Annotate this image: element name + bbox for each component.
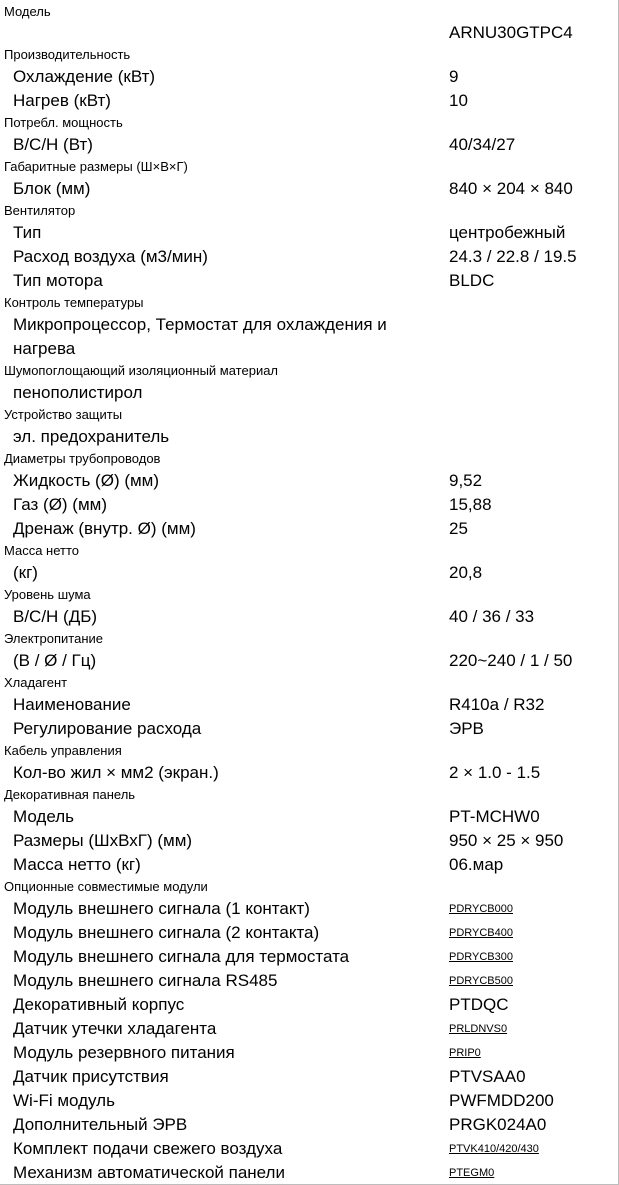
section-heading-control-cable: Кабель управления	[4, 743, 122, 758]
option-item-link[interactable]: PDRYCB500	[449, 975, 513, 987]
option-item-label: Дополнительный ЭРВ	[13, 1115, 188, 1134]
section-heading-fan: Вентилятор	[4, 203, 76, 218]
panel-weight-label: Масса нетто (кг)	[13, 855, 141, 874]
option-item-value: PTVSAA0	[449, 1067, 526, 1086]
flow-control-label: Регулирование расхода	[13, 719, 202, 738]
airflow-label: Расход воздуха (м3/мин)	[13, 247, 208, 266]
section-heading-temp-control: Контроль температуры	[4, 295, 144, 310]
section-heading-power-consumption: Потребл. мощность	[4, 115, 123, 130]
option-item-link[interactable]: PDRYCB300	[449, 951, 513, 963]
option-item-label: Модуль внешнего сигнала RS485	[13, 971, 278, 990]
fan-type-label: Тип	[13, 223, 42, 242]
net-weight-value: 20,8	[449, 563, 483, 582]
option-item-link[interactable]: PDRYCB000	[449, 903, 513, 915]
gas-label: Газ (Ø) (мм)	[13, 495, 107, 514]
option-item-label: Декоративный корпус	[13, 995, 185, 1014]
gas-value: 15,88	[449, 495, 492, 514]
section-heading-noise: Уровень шума	[4, 587, 91, 602]
power-consumption-label: В/С/Н (Вт)	[13, 135, 93, 154]
power-supply-label: (В / Ø / Гц)	[13, 651, 97, 670]
section-heading-model: Модель	[4, 4, 51, 19]
noise-label: В/С/Н (ДБ)	[13, 607, 98, 626]
option-item-link[interactable]: PDRYCB400	[449, 927, 513, 939]
option-item-value: PTDQC	[449, 995, 509, 1014]
liquid-label: Жидкость (Ø) (мм)	[13, 471, 160, 490]
motor-label: Тип мотора	[13, 271, 103, 290]
motor-value: BLDC	[449, 271, 495, 290]
option-item-label: Модуль резервного питания	[13, 1043, 235, 1062]
fan-type-value: центробежный	[449, 223, 566, 242]
option-item-label: Модуль внешнего сигнала (2 контакта)	[13, 923, 320, 942]
temp-control-line2: нагрева	[13, 339, 76, 358]
section-heading-net-weight: Масса нетто	[4, 543, 80, 558]
option-item-link[interactable]: PRIP0	[449, 1047, 481, 1059]
power-consumption-value: 40/34/27	[449, 135, 516, 154]
heating-label: Нагрев (кВт)	[13, 91, 111, 110]
drain-label: Дренаж (внутр. Ø) (мм)	[13, 519, 196, 538]
temp-control-line1: Микропроцессор, Термостат для охлаждения и	[13, 315, 387, 334]
control-cable-value: 2 × 1.0 - 1.5	[449, 763, 541, 782]
control-cable-label: Кол-во жил × мм2 (экран.)	[13, 763, 219, 782]
option-item-link[interactable]: PRLDNVS0	[449, 1023, 508, 1035]
section-heading-protection: Устройство защиты	[4, 407, 123, 422]
section-heading-piping: Диаметры трубопроводов	[4, 451, 161, 466]
option-item-link[interactable]: PTEGM0	[449, 1167, 495, 1179]
section-heading-dimensions: Габаритные размеры (Ш×В×Г)	[4, 159, 188, 174]
cooling-value: 9	[449, 67, 459, 86]
dimensions-label: Блок (мм)	[13, 179, 91, 198]
liquid-value: 9,52	[449, 471, 483, 490]
section-heading-refrigerant: Хладагент	[4, 675, 68, 690]
heating-value: 10	[449, 91, 468, 110]
power-supply-value: 220~240 / 1 / 50	[449, 651, 573, 670]
flow-control-value: ЭРВ	[449, 719, 484, 738]
panel-weight-value: 06.мар	[449, 855, 504, 874]
noise-value: 40 / 36 / 33	[449, 607, 535, 626]
panel-model-value: PT-MCHW0	[449, 807, 540, 826]
option-item-label: Комплект подачи свежего воздуха	[13, 1139, 283, 1158]
model-value: ARNU30GTPC4	[449, 23, 573, 42]
net-weight-label: (кг)	[13, 563, 38, 582]
section-heading-panel: Декоративная панель	[4, 787, 136, 802]
protection-value: эл. предохранитель	[13, 427, 170, 446]
option-item-label: Датчик присутствия	[13, 1067, 169, 1086]
option-item-label: Модуль внешнего сигнала для термостата	[13, 947, 350, 966]
option-item-label: Механизм автоматической панели	[13, 1163, 285, 1182]
option-item-value: PWFMDD200	[449, 1091, 554, 1110]
airflow-value: 24.3 / 22.8 / 19.5	[449, 247, 577, 266]
panel-size-value: 950 × 25 × 950	[449, 831, 564, 850]
option-item-value: PRGK024A0	[449, 1115, 547, 1134]
section-heading-options: Опционные совместимые модули	[4, 879, 208, 894]
option-item-label: Модуль внешнего сигнала (1 контакт)	[13, 899, 310, 918]
dimensions-value: 840 × 204 × 840	[449, 179, 573, 198]
drain-value: 25	[449, 519, 468, 538]
option-item-link[interactable]: PTVK410/420/430	[449, 1143, 539, 1155]
section-heading-capacity: Производительность	[4, 47, 131, 62]
refrigerant-name-value: R410a / R32	[449, 695, 545, 714]
cooling-label: Охлаждение (кВт)	[13, 67, 156, 86]
panel-size-label: Размеры (ШхВхГ) (мм)	[13, 831, 193, 850]
section-heading-power-supply: Электропитание	[4, 631, 103, 646]
refrigerant-name-label: Наименование	[13, 695, 131, 714]
panel-model-label: Модель	[13, 807, 75, 826]
section-heading-insulation: Шумопоглощающий изоляционный материал	[4, 363, 279, 378]
option-item-label: Wi-Fi модуль	[13, 1091, 115, 1110]
option-item-label: Датчик утечки хладагента	[13, 1019, 217, 1038]
insulation-value: пенополистирол	[13, 383, 143, 402]
